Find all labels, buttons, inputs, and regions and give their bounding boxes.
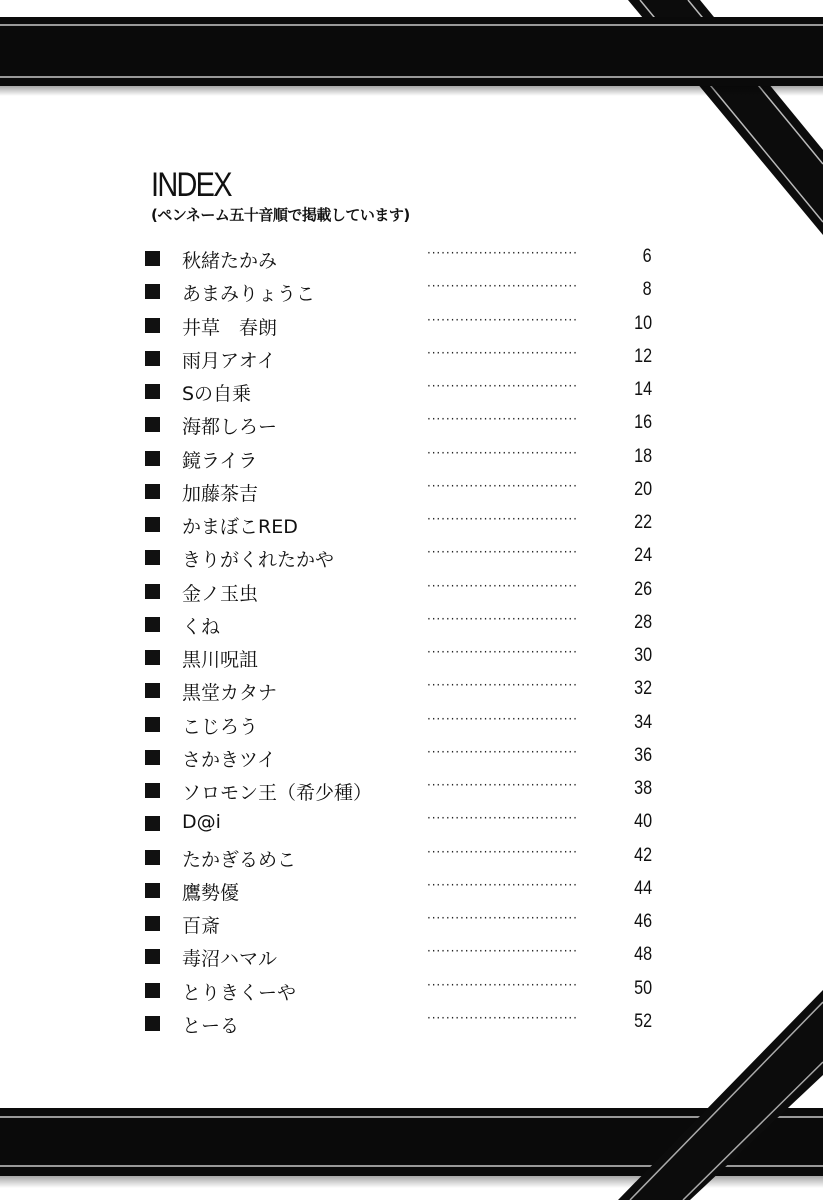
- page-number: 46: [634, 911, 652, 933]
- index-entry: [0, 1007, 823, 1040]
- dot-leader: ································: [427, 345, 578, 360]
- index-entry: [0, 940, 823, 973]
- dot-leader: ································: [427, 611, 578, 626]
- dot-leader: ································: [427, 545, 578, 560]
- page-number: 20: [634, 478, 652, 500]
- author-name: Sの自乗: [182, 383, 252, 406]
- index-entry: [0, 508, 823, 541]
- index-entry: [0, 408, 823, 441]
- square-bullet-icon: [145, 783, 160, 798]
- author-name: 鏡ライラ: [182, 449, 258, 472]
- square-bullet-icon: [145, 451, 160, 466]
- author-name: 加藤茶吉: [182, 482, 259, 505]
- author-name: 毒沼ハマル: [182, 948, 278, 971]
- index-entry: [0, 309, 823, 342]
- dot-leader: ································: [427, 512, 578, 527]
- page-number: 8: [643, 279, 652, 301]
- dot-leader: ································: [427, 1010, 578, 1025]
- square-bullet-icon: [145, 650, 160, 665]
- index-entry: [0, 275, 823, 308]
- square-bullet-icon: [145, 916, 160, 931]
- page-number: 40: [634, 811, 652, 833]
- index-entry: [0, 708, 823, 741]
- author-name: 黒堂カタナ: [182, 682, 278, 705]
- index-entry: [0, 375, 823, 408]
- square-bullet-icon: [145, 883, 160, 898]
- index-entry: [0, 641, 823, 674]
- dot-leader: ································: [427, 246, 578, 260]
- dot-leader: ································: [427, 744, 578, 759]
- square-bullet-icon: [145, 417, 160, 432]
- index-entry: [0, 807, 823, 840]
- dot-leader: ································: [427, 445, 578, 460]
- dot-leader: ································: [427, 711, 578, 726]
- author-name: かまぼこRED: [182, 516, 298, 539]
- index-entry: [0, 541, 823, 574]
- page-number: 6: [643, 246, 652, 267]
- author-name: とりきくーや: [182, 981, 297, 1004]
- page-number: 10: [634, 312, 652, 334]
- page-number: 14: [634, 379, 652, 401]
- page-number: 52: [634, 1010, 652, 1032]
- author-name: 雨月アオイ: [182, 349, 276, 372]
- page-number: 18: [634, 445, 652, 467]
- index-entry: [0, 342, 823, 375]
- square-bullet-icon: [145, 683, 160, 698]
- author-name: 秋緒たかみ: [182, 250, 278, 272]
- index-entry: [0, 575, 823, 608]
- page-number: 36: [634, 744, 652, 766]
- square-bullet-icon: [145, 517, 160, 532]
- index-entry: [0, 974, 823, 1007]
- author-name: たかぎるめこ: [182, 848, 297, 871]
- dot-leader: ································: [427, 645, 578, 660]
- page-number: 22: [634, 512, 652, 534]
- index-entry: [0, 475, 823, 508]
- author-name: さかきツイ: [182, 748, 277, 771]
- author-name: 鷹勢優: [182, 881, 240, 904]
- square-bullet-icon: [145, 284, 160, 299]
- index-entry: [0, 874, 823, 907]
- square-bullet-icon: [145, 550, 160, 565]
- square-bullet-icon: [145, 816, 160, 831]
- square-bullet-icon: [145, 850, 160, 865]
- index-entry: [0, 774, 823, 807]
- square-bullet-icon: [145, 983, 160, 998]
- square-bullet-icon: [145, 750, 160, 765]
- index-entry: [0, 741, 823, 774]
- dot-leader: ································: [427, 478, 578, 493]
- index-entry: [0, 841, 823, 874]
- dot-leader: ································: [427, 379, 578, 394]
- author-name: 井草 春朗: [182, 316, 278, 339]
- author-name: きりがくれたかや: [182, 549, 335, 572]
- page-number: 38: [634, 778, 652, 800]
- author-name: D@i: [182, 811, 221, 834]
- page-number: 50: [634, 977, 652, 999]
- page-number: 42: [634, 844, 652, 866]
- dot-leader: ································: [427, 279, 578, 294]
- index-entry: [0, 674, 823, 707]
- dot-leader: ································: [427, 578, 578, 593]
- author-name: こじろう: [182, 715, 259, 738]
- page-number: 30: [634, 645, 652, 667]
- page-title: INDEX: [151, 166, 231, 204]
- dot-leader: ································: [427, 944, 578, 959]
- author-name: 金ノ玉虫: [182, 582, 259, 605]
- author-name: ソロモン王（希少種）: [182, 782, 373, 805]
- page-number: 26: [634, 578, 652, 600]
- square-bullet-icon: [145, 584, 160, 599]
- dot-leader: ································: [427, 778, 578, 793]
- author-name: くね: [182, 615, 221, 638]
- page-number: 12: [634, 345, 652, 367]
- author-name: とーる: [182, 1014, 240, 1037]
- square-bullet-icon: [145, 617, 160, 632]
- dot-leader: ································: [427, 678, 578, 693]
- dot-leader: ································: [427, 911, 578, 926]
- dot-leader: ································: [427, 412, 578, 427]
- page-number: 24: [634, 545, 652, 567]
- square-bullet-icon: [145, 351, 160, 366]
- index-entry: [0, 442, 823, 475]
- page-number: 32: [634, 678, 652, 700]
- page-number: 48: [634, 944, 652, 966]
- index-entry: [0, 242, 823, 275]
- page-number: 44: [634, 877, 652, 899]
- dot-leader: ································: [427, 877, 578, 892]
- author-name: 百斎: [182, 915, 221, 938]
- author-name: 海都しろー: [182, 416, 278, 439]
- square-bullet-icon: [145, 251, 160, 266]
- author-name: あまみりょうこ: [182, 283, 316, 306]
- page-number: 34: [634, 711, 652, 733]
- square-bullet-icon: [145, 484, 160, 499]
- dot-leader: ································: [427, 844, 578, 859]
- dot-leader: ································: [427, 811, 578, 826]
- dot-leader: ································: [427, 977, 578, 992]
- dot-leader: ································: [427, 312, 578, 327]
- top-band: [0, 17, 823, 96]
- index-entry: [0, 608, 823, 641]
- square-bullet-icon: [145, 1016, 160, 1031]
- square-bullet-icon: [145, 384, 160, 399]
- page-number: 16: [634, 412, 652, 434]
- page-subtitle: (ペンネーム五十音順で掲載しています): [151, 206, 410, 224]
- index-entry: [0, 907, 823, 940]
- square-bullet-icon: [145, 949, 160, 964]
- square-bullet-icon: [145, 318, 160, 333]
- author-name: 黒川呪詛: [182, 649, 259, 672]
- page-number: 28: [634, 611, 652, 633]
- square-bullet-icon: [145, 717, 160, 732]
